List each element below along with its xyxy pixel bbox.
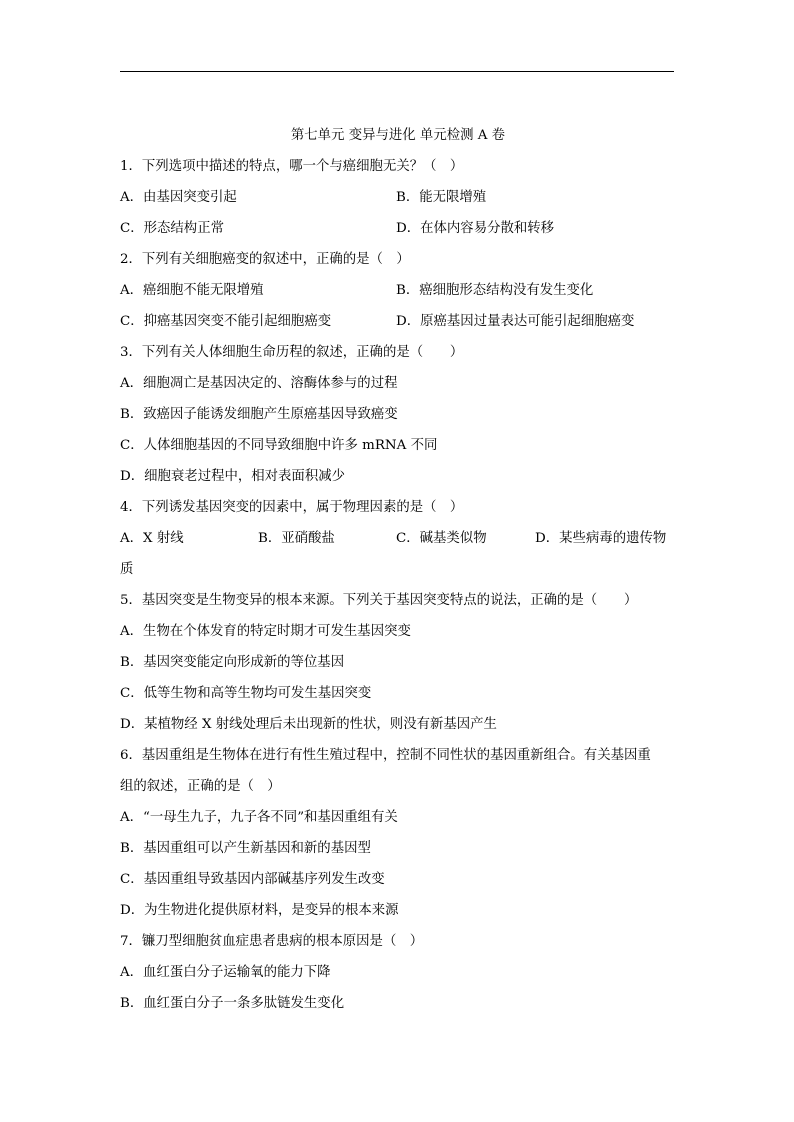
question-1-option-d: D．在体内容易分散和转移 (396, 221, 555, 236)
question-5-option-c: C．低等生物和高等生物均可发生基因突变 (120, 686, 372, 701)
question-6-stem-line-2: 组的叙述，正确的是（ ） (120, 779, 281, 794)
question-4-option-d-continuation: 质 (120, 562, 134, 577)
question-4-option-c: C．碱基类似物 (396, 531, 487, 546)
question-3-stem: 3．下列有关人体细胞生命历程的叙述，正确的是（ ） (120, 345, 464, 360)
question-2-option-b: B．癌细胞形态结构没有发生变化 (396, 283, 594, 298)
question-4-option-d: D．某些病毒的遗传物 (535, 531, 667, 546)
question-1-option-a: A．由基因突变引起 (120, 190, 237, 205)
question-1-options-row-1 (120, 182, 676, 213)
question-1-options-row-2 (120, 213, 676, 244)
question-1-stem: 1．下列选项中描述的特点，哪一个与癌细胞无关？（ ） (120, 159, 464, 174)
header-rule (120, 71, 674, 72)
question-5-stem: 5．基因突变是生物变异的根本来源。下列关于基因突变特点的说法，正确的是（ ） (120, 593, 638, 608)
question-6-option-c: C．基因重组导致基因内部碱基序列发生改变 (120, 872, 385, 887)
question-7-option-a: A．血红蛋白分子运输氧的能力下降 (120, 965, 331, 980)
question-4-options-row (120, 523, 676, 554)
question-6-option-d: D．为生物进化提供原材料，是变异的根本来源 (120, 903, 399, 918)
question-2-options-row-2 (120, 306, 676, 337)
question-6-option-b: B．基因重组可以产生新基因和新的基因型 (120, 841, 371, 856)
question-1-option-b: B．能无限增殖 (396, 190, 487, 205)
exam-content (120, 120, 676, 1019)
question-3-option-b: B．致癌因子能诱发细胞产生原癌基因导致癌变 (120, 407, 398, 422)
question-2-options-row-1 (120, 275, 676, 306)
question-6-stem-line-1: 6．基因重组是生物体在进行有性生殖过程中，控制不同性状的基因重新组合。有关基因重 (120, 748, 651, 763)
exam-title: 第七单元 变异与进化 单元检测 A 卷 (290, 128, 506, 143)
question-2-option-d: D．原癌基因过量表达可能引起细胞癌变 (396, 314, 635, 329)
question-3-option-a: A．细胞凋亡是基因决定的、溶酶体参与的过程 (120, 376, 398, 391)
question-5-option-a: A．生物在个体发育的特定时期才可发生基因突变 (120, 624, 411, 639)
question-5-option-d: D．某植物经 X 射线处理后未出现新的性状，则没有新基因产生 (120, 717, 497, 732)
question-3-option-c: C．人体细胞基因的不同导致细胞中许多 mRNA 不同 (120, 438, 438, 453)
question-7-stem: 7．镰刀型细胞贫血症患者患病的根本原因是（ ） (120, 934, 424, 949)
question-7-option-b: B．血红蛋白分子一条多肽链发生变化 (120, 996, 345, 1011)
question-2-option-c: C．抑癌基因突变不能引起细胞癌变 (120, 314, 332, 329)
question-6-option-a: A．“一母生九子，九子各不同”和基因重组有关 (120, 810, 398, 825)
question-1-option-c: C．形态结构正常 (120, 221, 224, 236)
question-4-stem: 4．下列诱发基因突变的因素中，属于物理因素的是（ ） (120, 500, 464, 515)
question-2-stem: 2．下列有关细胞癌变的叙述中，正确的是（ ） (120, 252, 410, 267)
question-3-option-d: D．细胞衰老过程中，相对表面积减少 (120, 469, 345, 484)
question-2-option-a: A．癌细胞不能无限增殖 (120, 283, 264, 298)
question-5-option-b: B．基因突变能定向形成新的等位基因 (120, 655, 345, 670)
question-4-option-b: B．亚硝酸盐 (258, 531, 335, 546)
question-4-option-a: A．X 射线 (120, 531, 184, 546)
